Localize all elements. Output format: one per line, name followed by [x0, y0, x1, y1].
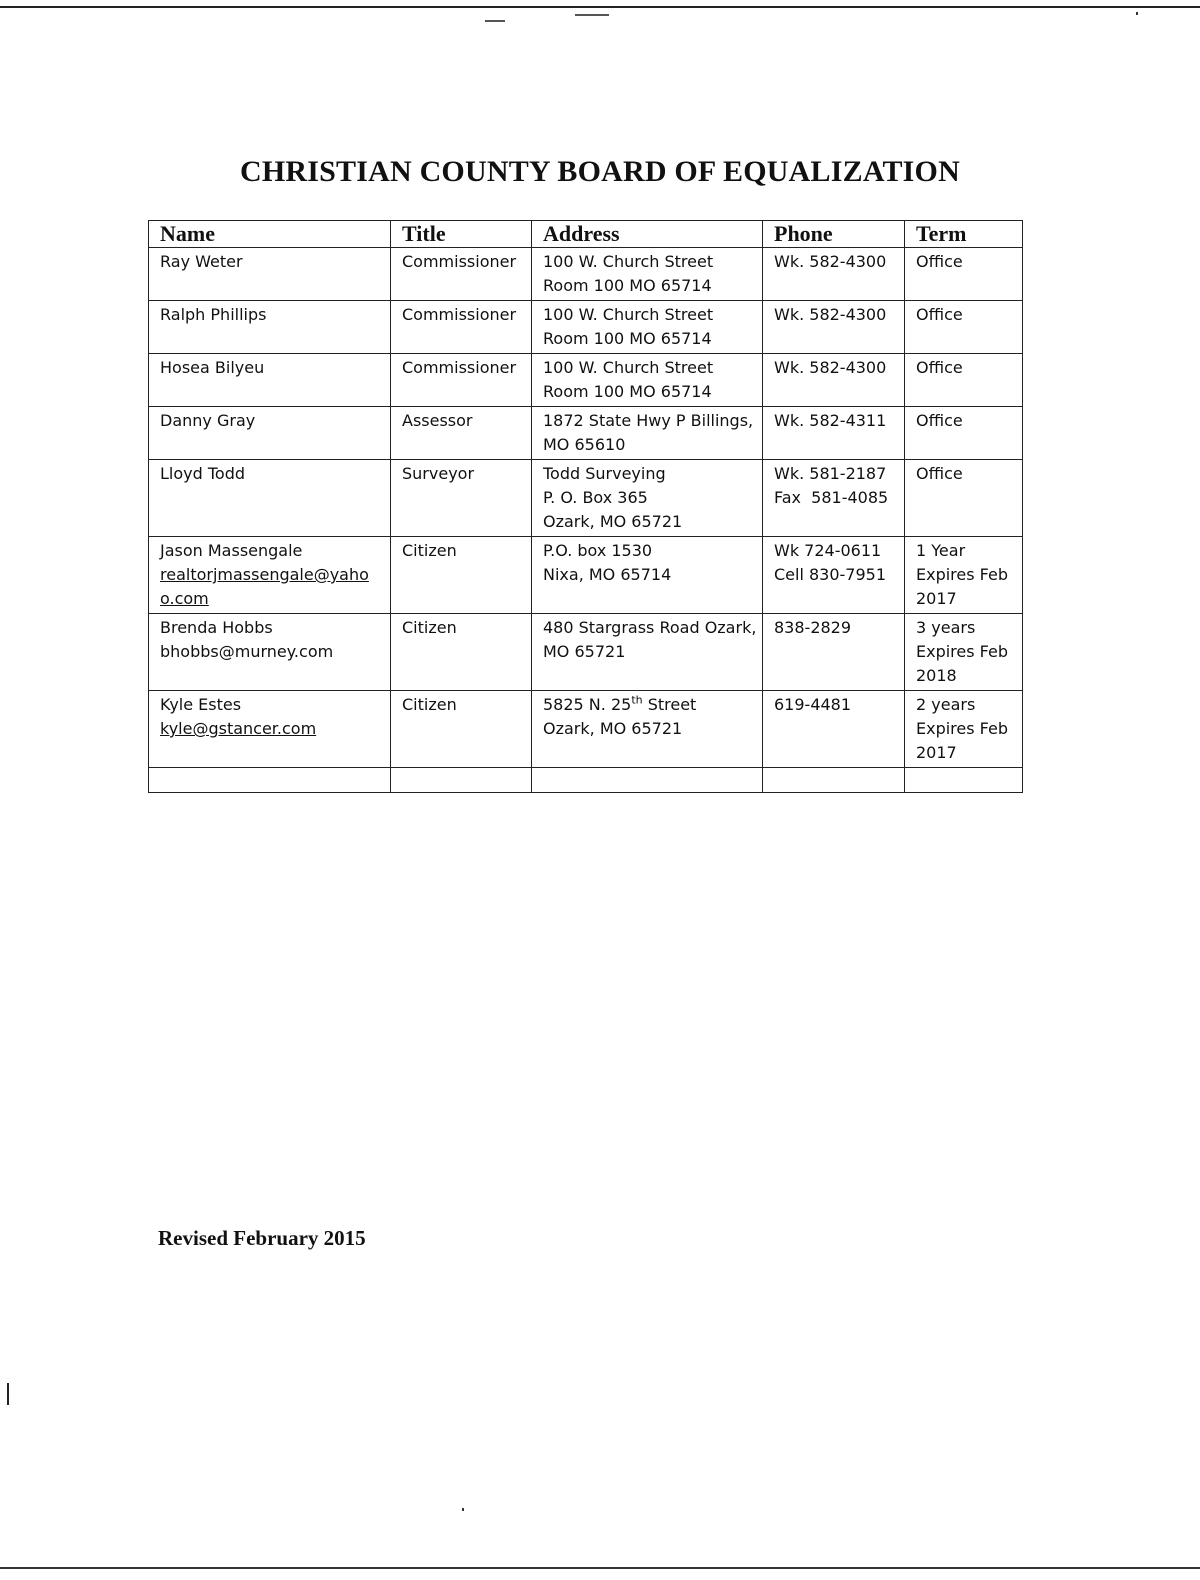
cell-empty	[905, 768, 1023, 793]
address-line: Ozark, MO 65721	[543, 512, 683, 531]
cell-phone	[763, 614, 905, 691]
scan-mark	[1136, 12, 1138, 15]
member-name: Ralph Phillips	[160, 305, 267, 324]
cell-address	[532, 691, 763, 768]
cell-title	[391, 537, 532, 614]
scan-border-top	[0, 6, 1200, 8]
address-line: MO 65721	[543, 642, 626, 661]
term-line: 3 years	[916, 618, 976, 637]
cell-address	[532, 407, 763, 460]
revision-note: Revised February 2015	[158, 1226, 366, 1250]
cell-empty	[532, 768, 763, 793]
table-row	[149, 537, 1023, 614]
scan-border-bottom	[0, 1567, 1200, 1569]
address-line: Room 100 MO 65714	[543, 329, 712, 348]
table-row	[149, 691, 1023, 768]
email-link[interactable]: kyle@gstancer.com	[160, 719, 317, 738]
phone-line: Wk. 582-4300	[774, 358, 887, 377]
term-line: Expires Feb	[916, 719, 1008, 738]
member-name: Danny Gray	[160, 411, 256, 430]
phone-line: Wk. 581-2187	[774, 464, 887, 483]
scan-mark	[462, 1508, 464, 1511]
scan-mark-left	[7, 1383, 9, 1405]
address-line: P. O. Box 365	[543, 488, 648, 507]
member-name: Brenda Hobbs	[160, 618, 273, 637]
cell-name	[149, 248, 391, 301]
cell-empty	[391, 768, 532, 793]
term-line: Expires Feb	[916, 565, 1008, 584]
address-line: Ozark, MO 65721	[543, 719, 683, 738]
term-line: Office	[916, 252, 963, 271]
table-header-row	[149, 221, 1023, 248]
address-street: Street	[642, 695, 697, 714]
cell-name	[149, 614, 391, 691]
cell-term	[905, 301, 1023, 354]
cell-phone	[763, 354, 905, 407]
term-line: 2017	[916, 589, 957, 608]
address-line: Todd Surveying	[543, 464, 666, 483]
cell-name	[149, 301, 391, 354]
cell-empty	[763, 768, 905, 793]
cell-phone	[763, 691, 905, 768]
cell-phone	[763, 537, 905, 614]
document-title: CHRISTIAN COUNTY BOARD OF EQUALIZATION	[240, 155, 960, 188]
cell-address	[532, 301, 763, 354]
cell-title	[391, 248, 532, 301]
address-line	[543, 693, 752, 717]
table-row	[149, 301, 1023, 354]
cell-name	[149, 537, 391, 614]
member-title: Commissioner	[402, 305, 517, 324]
cell-phone	[763, 248, 905, 301]
address-line: Room 100 MO 65714	[543, 382, 712, 401]
column-header-phone: Phone	[763, 221, 905, 248]
phone-line: Fax 581-4085	[774, 488, 889, 507]
term-line: Office	[916, 411, 963, 430]
cell-address	[532, 248, 763, 301]
term-line: Expires Feb	[916, 642, 1008, 661]
cell-title	[391, 354, 532, 407]
table-row	[149, 354, 1023, 407]
member-name: Ray Weter	[160, 252, 243, 271]
cell-address	[532, 354, 763, 407]
table-row	[149, 614, 1023, 691]
cell-term	[905, 614, 1023, 691]
cell-address	[532, 460, 763, 537]
cell-address	[532, 614, 763, 691]
cell-name	[149, 354, 391, 407]
table-row	[149, 407, 1023, 460]
column-header-title: Title	[391, 221, 532, 248]
column-header-address: Address	[532, 221, 763, 248]
member-name: Hosea Bilyeu	[160, 358, 265, 377]
column-header-term: Term	[905, 221, 1023, 248]
member-email: bhobbs@murney.com	[160, 642, 334, 661]
member-title: Surveyor	[402, 464, 475, 483]
address-line: Room 100 MO 65714	[543, 276, 712, 295]
cell-term	[905, 407, 1023, 460]
term-line: 2 years	[916, 695, 976, 714]
address-line: Nixa, MO 65714	[543, 565, 672, 584]
ordinal-suffix: th	[631, 693, 643, 707]
member-title: Citizen	[402, 541, 457, 560]
scan-mark	[485, 20, 505, 22]
cell-name	[149, 407, 391, 460]
cell-empty	[149, 768, 391, 793]
address-line: 1872 State Hwy P Billings,	[543, 411, 754, 430]
phone-line: Wk 724-0611	[774, 541, 882, 560]
address-number: 5825 N. 25	[543, 695, 632, 714]
term-line: Office	[916, 305, 963, 324]
member-title: Assessor	[402, 411, 473, 430]
address-line: MO 65610	[543, 435, 626, 454]
cell-phone	[763, 460, 905, 537]
cell-title	[391, 614, 532, 691]
cell-title	[391, 301, 532, 354]
cell-phone	[763, 407, 905, 460]
member-title: Citizen	[402, 618, 457, 637]
phone-line: Wk. 582-4300	[774, 305, 887, 324]
phone-line: 619-4481	[774, 695, 852, 714]
cell-phone	[763, 301, 905, 354]
phone-line: Cell 830-7951	[774, 565, 887, 584]
term-line: 2017	[916, 743, 957, 762]
cell-term	[905, 537, 1023, 614]
cell-title	[391, 407, 532, 460]
address-line: 100 W. Church Street	[543, 358, 714, 377]
member-title: Commissioner	[402, 358, 517, 377]
cell-term	[905, 248, 1023, 301]
cell-title	[391, 460, 532, 537]
address-line: 100 W. Church Street	[543, 252, 714, 271]
cell-name	[149, 691, 391, 768]
board-table	[148, 220, 1023, 793]
term-line: 2018	[916, 666, 957, 685]
column-header-name: Name	[149, 221, 391, 248]
cell-title	[391, 691, 532, 768]
member-name: Lloyd Todd	[160, 464, 246, 483]
cell-name	[149, 460, 391, 537]
term-line: Office	[916, 464, 963, 483]
address-line: P.O. box 1530	[543, 541, 653, 560]
scan-mark	[575, 14, 609, 16]
cell-address	[532, 537, 763, 614]
cell-term	[905, 354, 1023, 407]
table-row-empty	[149, 768, 1023, 793]
phone-line: 838-2829	[774, 618, 852, 637]
address-line: 480 Stargrass Road Ozark,	[543, 618, 757, 637]
phone-line: Wk. 582-4311	[774, 411, 887, 430]
term-line: 1 Year	[916, 541, 966, 560]
table-row	[149, 248, 1023, 301]
address-line: 100 W. Church Street	[543, 305, 714, 324]
member-title: Commissioner	[402, 252, 517, 271]
member-title: Citizen	[402, 695, 457, 714]
term-line: Office	[916, 358, 963, 377]
phone-line: Wk. 582-4300	[774, 252, 887, 271]
member-name: Jason Massengale	[160, 541, 303, 560]
email-link[interactable]: realtorjmassengale@yahoo.com	[160, 565, 369, 608]
cell-term	[905, 460, 1023, 537]
table-row	[149, 460, 1023, 537]
cell-term	[905, 691, 1023, 768]
member-name: Kyle Estes	[160, 695, 242, 714]
